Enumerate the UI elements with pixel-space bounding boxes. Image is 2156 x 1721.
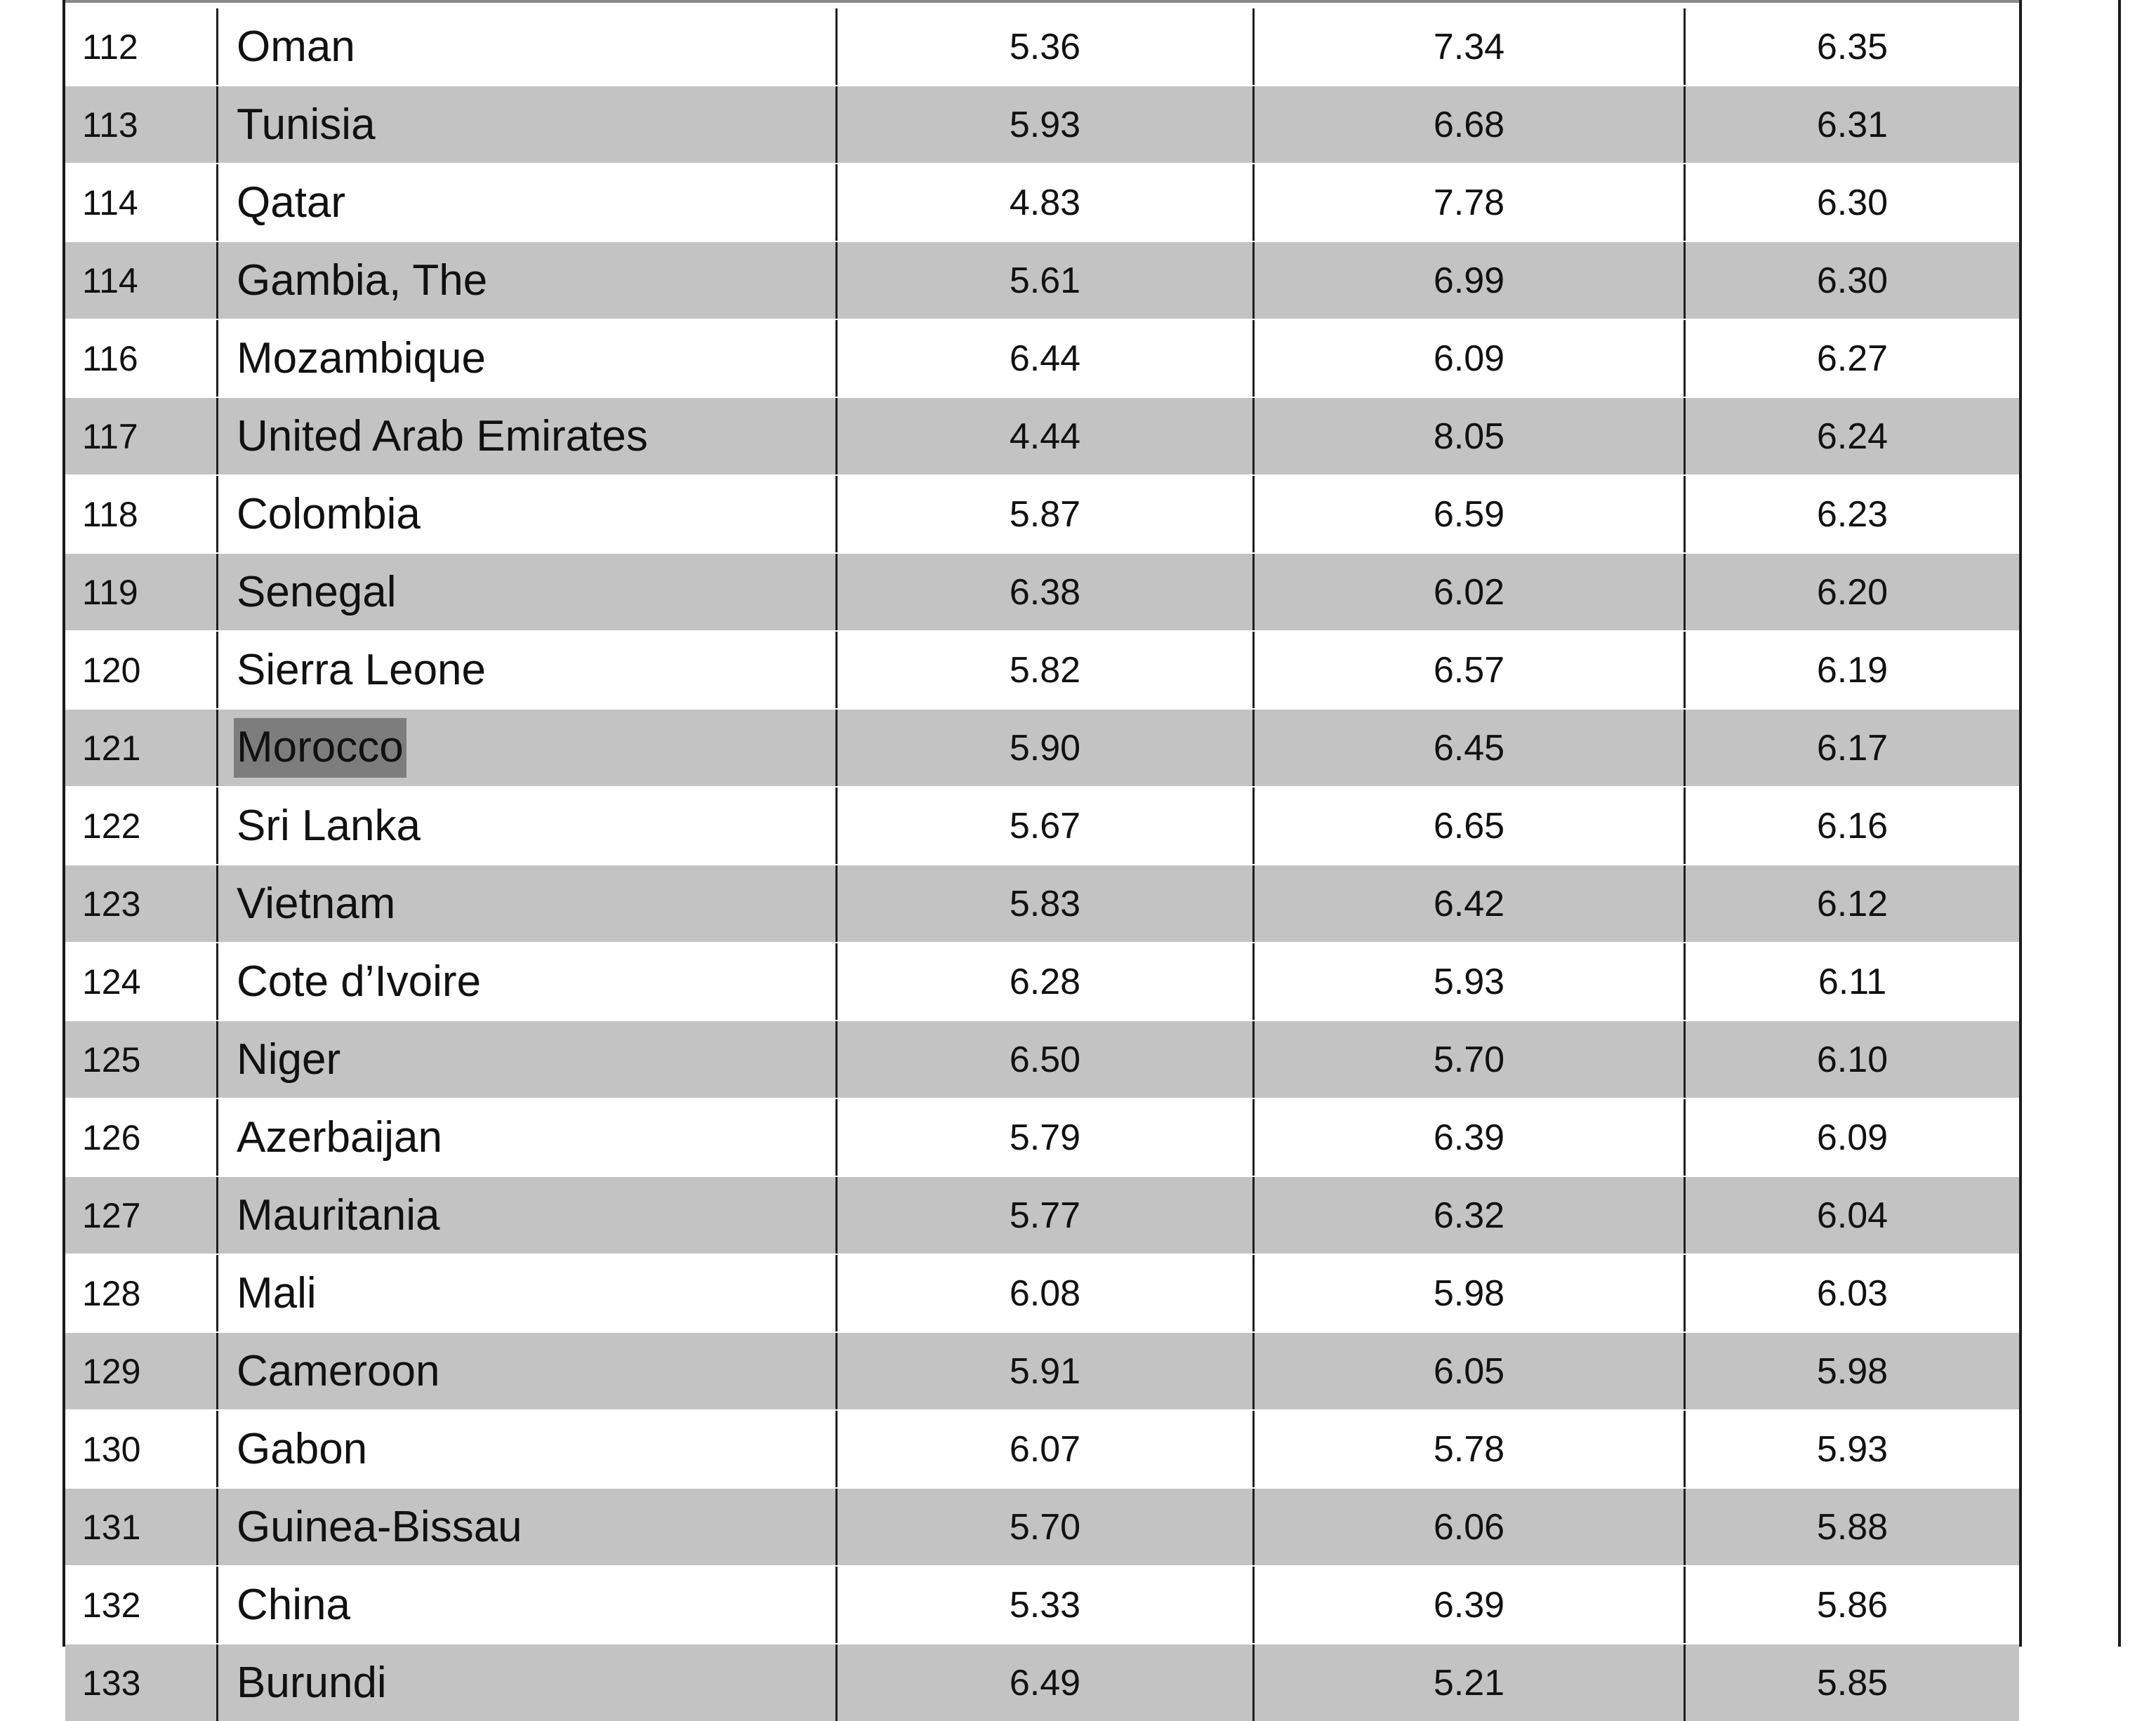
score-cell-3: 6.19	[1816, 649, 1889, 691]
country-name: Sri Lanka	[237, 802, 421, 850]
table-row	[65, 1489, 2019, 1565]
rank-cell: 117	[65, 398, 218, 474]
country-cell	[218, 1177, 838, 1254]
score-cell-2: 7.34	[1255, 8, 1686, 85]
rank-cell: 116	[65, 320, 218, 397]
score-cell-3: 6.31	[1816, 104, 1889, 145]
table-row	[65, 476, 2019, 552]
table-row	[65, 320, 2019, 397]
score-cell-3: 6.12	[1816, 883, 1889, 924]
score-cell-3: 6.35	[1816, 26, 1889, 67]
rank-cell: 119	[65, 554, 218, 630]
rank-cell: 122	[65, 788, 218, 864]
country-name: Mauritania	[237, 1191, 440, 1240]
table-row	[65, 164, 2019, 241]
score-cell-1: 5.87	[838, 476, 1255, 552]
top-rule	[65, 0, 2019, 3]
score-cell-2: 6.65	[1255, 788, 1686, 864]
score-cell-3: 5.88	[1816, 1506, 1889, 1548]
score-cell-1: 5.83	[838, 865, 1255, 942]
highlighted-country-name: Morocco	[234, 718, 406, 778]
rank-cell: 112	[65, 8, 218, 85]
country-cell	[218, 1099, 838, 1176]
table-row	[65, 1411, 2019, 1487]
score-cell-1: 6.38	[838, 554, 1255, 630]
country-cell	[218, 8, 838, 85]
score-cell-3: 6.04	[1816, 1195, 1889, 1236]
table-row	[65, 398, 2019, 474]
table-row	[65, 943, 2019, 1020]
score-cell-1: 5.77	[838, 1177, 1255, 1254]
score-cell-2: 6.68	[1255, 86, 1686, 163]
score-cell-1: 5.93	[838, 86, 1255, 163]
table-row	[65, 1255, 2019, 1331]
score-cell-1: 5.33	[838, 1567, 1255, 1643]
score-cell-3: 6.20	[1816, 571, 1889, 613]
country-name: Sierra Leone	[237, 646, 487, 694]
rank-cell: 129	[65, 1333, 218, 1409]
country-name: Vietnam	[237, 879, 396, 928]
rank-cell: 133	[65, 1644, 218, 1721]
country-name: Senegal	[237, 568, 397, 616]
country-cell	[218, 1255, 838, 1331]
country-name: China	[237, 1581, 350, 1629]
page-edge-rule	[2118, 0, 2121, 1647]
table-row	[65, 86, 2019, 163]
country-name: Burundi	[237, 1659, 387, 1707]
score-cell-1: 6.50	[838, 1021, 1255, 1098]
country-cell	[218, 164, 838, 241]
score-cell-2: 6.39	[1255, 1099, 1686, 1176]
rank-cell: 123	[65, 865, 218, 942]
score-cell-3: 6.03	[1816, 1273, 1889, 1314]
table-row	[65, 1177, 2019, 1254]
country-name: Colombia	[237, 490, 421, 538]
rank-cell: 118	[65, 476, 218, 552]
score-cell-2: 6.45	[1255, 710, 1686, 786]
score-cell-3: 5.85	[1816, 1662, 1889, 1703]
rank-cell: 114	[65, 164, 218, 241]
country-name: Cameroon	[237, 1347, 440, 1395]
score-cell-1: 5.61	[838, 242, 1255, 319]
rank-cell: 126	[65, 1099, 218, 1176]
rank-cell: 124	[65, 943, 218, 1020]
country-cell	[218, 320, 838, 397]
country-name: Azerbaijan	[237, 1113, 442, 1162]
score-cell-2: 5.98	[1255, 1255, 1686, 1331]
score-cell-3: 6.27	[1816, 338, 1889, 379]
score-cell-2: 6.32	[1255, 1177, 1686, 1254]
score-cell-2: 6.59	[1255, 476, 1686, 552]
ranking-table	[62, 0, 2022, 1707]
country-cell	[218, 788, 838, 864]
table-row	[65, 788, 2019, 864]
score-cell-1: 5.82	[838, 632, 1255, 708]
country-name: Qatar	[237, 178, 346, 227]
country-cell	[218, 1021, 838, 1098]
table-row	[65, 1021, 2019, 1098]
score-cell-2: 6.42	[1255, 865, 1686, 942]
score-cell-1: 4.83	[838, 164, 1255, 241]
country-cell	[218, 1567, 838, 1643]
rank-cell: 125	[65, 1021, 218, 1098]
score-cell-1: 5.79	[838, 1099, 1255, 1176]
country-name: Mali	[237, 1269, 317, 1317]
rank-cell: 127	[65, 1177, 218, 1254]
score-cell-3: 5.98	[1816, 1350, 1889, 1392]
rank-cell: 120	[65, 632, 218, 708]
score-cell-2: 6.05	[1255, 1333, 1686, 1409]
score-cell-2: 6.57	[1255, 632, 1686, 708]
score-cell-1: 6.28	[838, 943, 1255, 1020]
score-cell-2: 5.93	[1255, 943, 1686, 1020]
score-cell-3: 6.30	[1816, 182, 1889, 223]
country-cell	[218, 943, 838, 1020]
score-cell-2: 5.70	[1255, 1021, 1686, 1098]
score-cell-3: 6.17	[1816, 727, 1889, 769]
score-cell-2: 5.78	[1255, 1411, 1686, 1487]
score-cell-3: 6.30	[1816, 260, 1889, 301]
score-cell-2: 6.09	[1255, 320, 1686, 397]
score-cell-3: 6.23	[1816, 493, 1889, 535]
score-cell-3: 6.10	[1816, 1039, 1889, 1080]
country-name: United Arab Emirates	[237, 412, 648, 460]
country-cell	[218, 476, 838, 552]
country-cell	[218, 1411, 838, 1487]
rank-cell: 114	[65, 242, 218, 319]
rank-cell: 132	[65, 1567, 218, 1643]
score-cell-1: 5.91	[838, 1333, 1255, 1409]
table-row	[65, 554, 2019, 630]
score-cell-2: 6.06	[1255, 1489, 1686, 1565]
score-cell-1: 6.08	[838, 1255, 1255, 1331]
score-cell-1: 5.70	[838, 1489, 1255, 1565]
score-cell-1: 6.44	[838, 320, 1255, 397]
table-row	[65, 632, 2019, 708]
country-cell	[218, 86, 838, 163]
score-cell-2: 6.99	[1255, 242, 1686, 319]
score-cell-1: 5.67	[838, 788, 1255, 864]
table-row	[65, 710, 2019, 786]
score-cell-2: 5.21	[1255, 1644, 1686, 1721]
table-row	[65, 1567, 2019, 1643]
score-cell-3: 6.09	[1816, 1117, 1889, 1158]
score-cell-1: 5.36	[838, 8, 1255, 85]
country-name: Niger	[237, 1035, 341, 1084]
score-cell-2: 6.39	[1255, 1567, 1686, 1643]
rank-cell: 128	[65, 1255, 218, 1331]
rank-cell: 131	[65, 1489, 218, 1565]
country-name: Gambia, The	[237, 256, 488, 305]
score-cell-3: 6.11	[1818, 961, 1887, 1002]
score-cell-3: 6.16	[1816, 805, 1889, 846]
score-cell-3: 5.93	[1816, 1428, 1889, 1470]
country-name: Guinea-Bissau	[237, 1503, 522, 1551]
score-cell-3: 6.24	[1816, 416, 1889, 457]
score-cell-1: 4.44	[838, 398, 1255, 474]
score-cell-1: 6.07	[838, 1411, 1255, 1487]
country-cell	[218, 865, 838, 942]
score-cell-2: 6.02	[1255, 554, 1686, 630]
rank-cell: 130	[65, 1411, 218, 1487]
score-cell-2: 7.78	[1255, 164, 1686, 241]
score-cell-1: 6.49	[838, 1644, 1255, 1721]
table-row	[65, 1333, 2019, 1409]
rank-cell: 121	[65, 710, 218, 786]
country-cell	[218, 1333, 838, 1409]
country-name: Tunisia	[237, 100, 376, 149]
table-row	[65, 1644, 2019, 1721]
country-cell	[218, 1644, 838, 1721]
country-name: Gabon	[237, 1425, 368, 1473]
table-row	[65, 865, 2019, 942]
country-cell	[218, 1489, 838, 1565]
table-row	[65, 242, 2019, 319]
country-cell	[218, 710, 838, 786]
country-name: Oman	[237, 22, 355, 71]
score-cell-3: 5.86	[1816, 1584, 1889, 1626]
country-cell	[218, 554, 838, 630]
country-name: Mozambique	[237, 334, 486, 383]
country-name: Cote d’Ivoire	[237, 957, 482, 1006]
score-cell-2: 8.05	[1255, 398, 1686, 474]
table-row	[65, 8, 2019, 85]
country-cell	[218, 242, 838, 319]
country-cell	[218, 632, 838, 708]
country-cell	[218, 398, 838, 474]
rank-cell: 113	[65, 86, 218, 163]
score-cell-1: 5.90	[838, 710, 1255, 786]
table-row	[65, 1099, 2019, 1176]
